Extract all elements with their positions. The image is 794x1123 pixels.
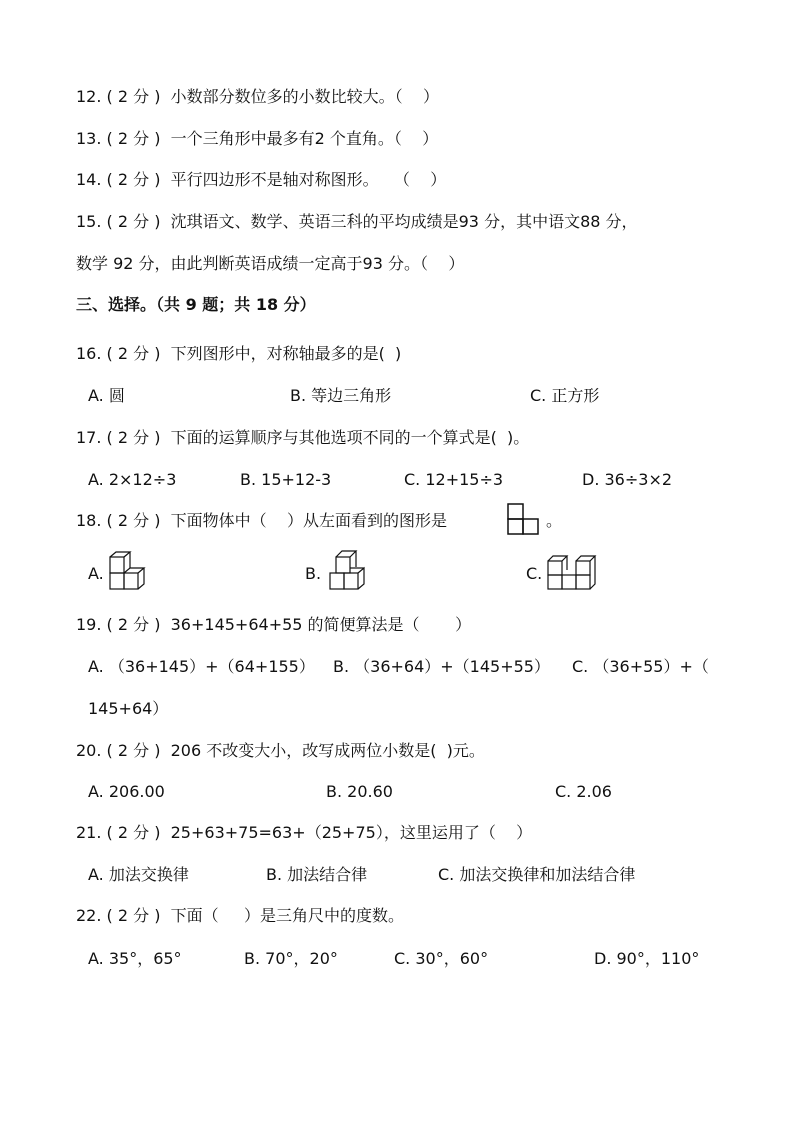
q18-option-b[interactable]: B. (305, 564, 322, 583)
q22-option-d[interactable]: D. 90°，110° (594, 949, 700, 968)
question-17: 17. ( 2 分 ) 下面的运算顺序与其他选项不同的一个算式是( )。 (76, 428, 530, 447)
cube-figure-c (546, 551, 600, 593)
q17-option-d[interactable]: D. 36÷3×2 (582, 470, 673, 489)
q17-option-c[interactable]: C. 12+15÷3 (404, 470, 504, 489)
q22-option-b[interactable]: B. 70°，20° (244, 949, 338, 968)
question-19: 19. ( 2 分 ) 36+145+64+55 的简便算法是（ ） (76, 615, 472, 634)
question-15-line2: 数学 92 分，由此判断英语成绩一定高于93 分。（ ） (76, 254, 465, 273)
q19-option-b[interactable]: B. （36+64）+（145+55） (333, 657, 550, 676)
q22-option-a[interactable]: A. 35°，65° (88, 949, 182, 968)
question-18: 18. ( 2 分 ) 下面物体中（ ）从左面看到的图形是 (76, 511, 447, 530)
q18-option-c[interactable]: C. (526, 564, 543, 583)
q16-option-c[interactable]: C. 正方形 (530, 386, 600, 405)
question-20: 20. ( 2 分 ) 206 不改变大小，改写成两位小数是( )元。 (76, 741, 485, 760)
q17-option-a[interactable]: A. 2×12÷3 (88, 470, 177, 489)
q21-option-a[interactable]: A. 加法交换律 (88, 865, 189, 884)
q16-option-b[interactable]: B. 等边三角形 (290, 386, 392, 405)
left-view-figure (507, 503, 541, 537)
q20-option-c[interactable]: C. 2.06 (555, 782, 612, 801)
question-22: 22. ( 2 分 ) 下面（ ）是三角尺中的度数。 (76, 906, 405, 925)
question-14: 14. ( 2 分 ) 平行四边形不是轴对称图形。 （ ） (76, 170, 447, 189)
q21-option-c[interactable]: C. 加法交换律和加法结合律 (438, 865, 636, 884)
q18-period: 。 (546, 511, 563, 530)
q18-option-a[interactable]: A. (88, 564, 104, 583)
section-3-heading: 三、选择。（共 9 题；共 18 分） (76, 295, 316, 314)
question-13: 13. ( 2 分 ) 一个三角形中最多有2 个直角。（ ） (76, 129, 439, 148)
question-21: 21. ( 2 分 ) 25+63+75=63+（25+75），这里运用了（ ） (76, 823, 533, 842)
q19-option-a[interactable]: A. （36+145）+（64+155） (88, 657, 315, 676)
q17-option-b[interactable]: B. 15+12-3 (240, 470, 332, 489)
q22-option-c[interactable]: C. 30°，60° (394, 949, 489, 968)
q20-option-a[interactable]: A. 206.00 (88, 782, 165, 801)
q19-option-c[interactable]: C. （36+55）+（ (572, 657, 709, 676)
question-15-line1: 15. ( 2 分 ) 沈琪语文、数学、英语三科的平均成绩是93 分，其中语文88 分， (76, 212, 638, 231)
q16-option-a[interactable]: A. 圆 (88, 386, 125, 405)
q21-option-b[interactable]: B. 加法结合律 (266, 865, 368, 884)
question-12: 12. ( 2 分 ) 小数部分数位多的小数比较大。（ ） (76, 87, 439, 106)
q20-option-b[interactable]: B. 20.60 (326, 782, 393, 801)
q19-option-c-continued: 145+64） (88, 699, 169, 718)
cube-figure-a (106, 549, 154, 593)
question-16: 16. ( 2 分 ) 下列图形中，对称轴最多的是( ) (76, 344, 402, 363)
cube-figure-b (326, 547, 372, 593)
